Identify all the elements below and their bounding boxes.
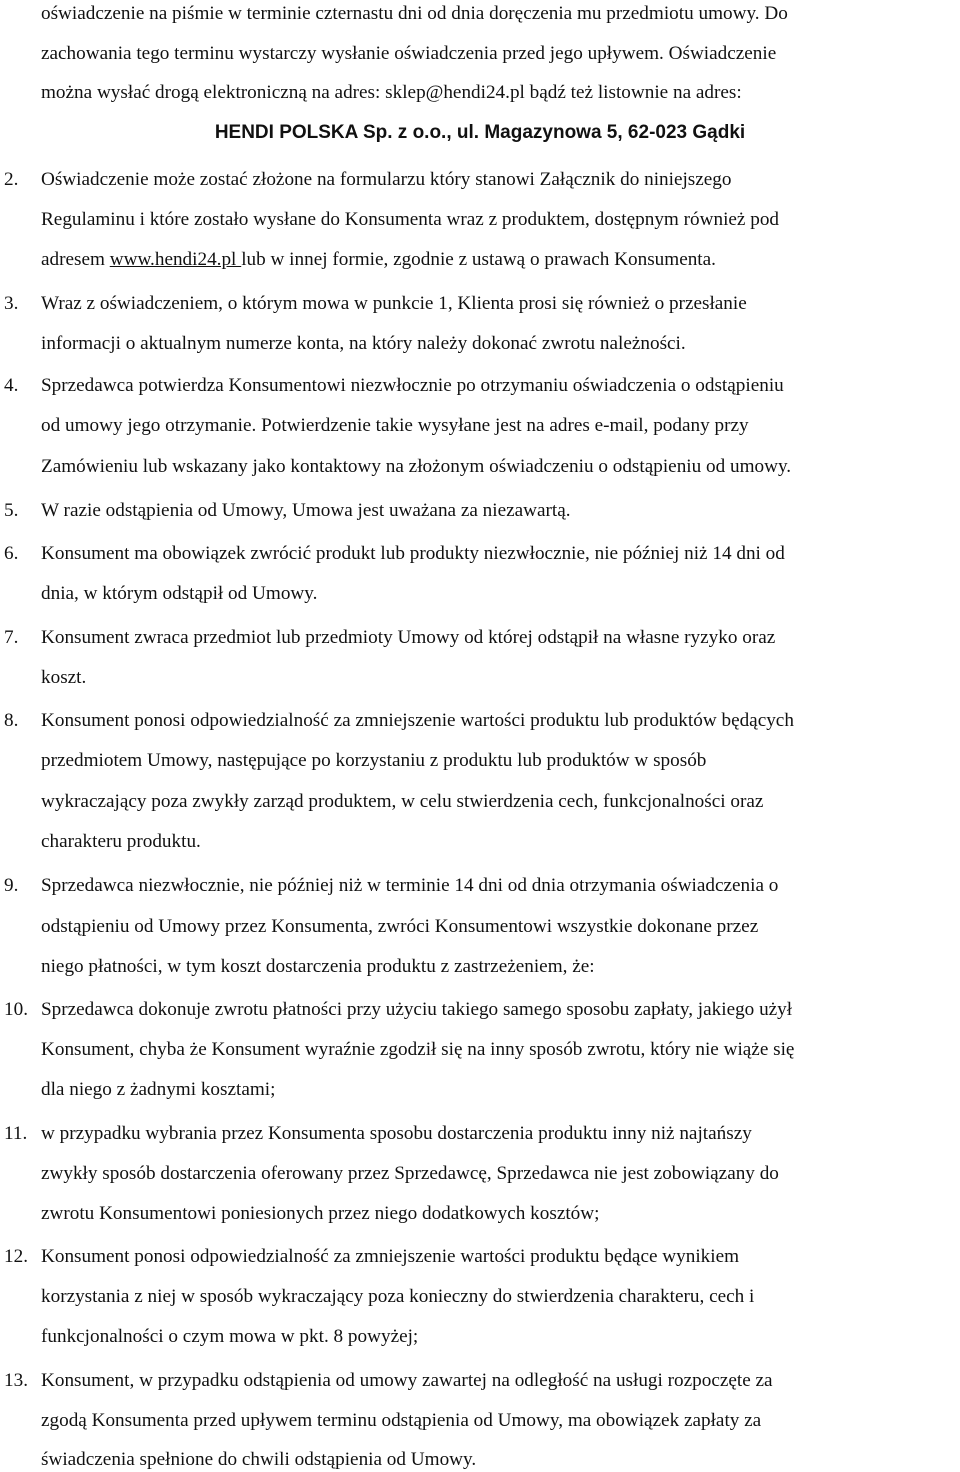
item-line: zgodą Konsumenta przed upływem terminu odstąpienia od Umowy, ma obowiązek zapłaty za xyxy=(41,1410,762,1431)
item-text: lub w innej formie, zgodnie z ustawą o prawach Konsumenta. xyxy=(241,249,716,270)
item-line: Zamówieniu lub wskazany jako kontaktowy na złożonym oświadczeniu o odstąpieniu od umowy. xyxy=(41,456,792,477)
item-line: zwrotu Konsumentowi poniesionych przez niego dodatkowych kosztów; xyxy=(41,1203,600,1224)
item-text: adresem xyxy=(41,249,110,270)
item-number: 3. xyxy=(4,293,19,314)
item-number: 6. xyxy=(4,543,19,564)
item-line: odstąpieniu od Umowy przez Konsumenta, zwróci Konsumentowi wszystkie dokonane przez xyxy=(41,916,759,937)
item-line: Konsument, chyba że Konsument wyraźnie zgodził się na inny sposób zwrotu, który nie wiąże się xyxy=(41,1039,795,1060)
item-line xyxy=(41,248,716,272)
item-number: 9. xyxy=(4,875,19,896)
item-line: dla niego z żadnymi kosztami; xyxy=(41,1079,276,1100)
item-number: 8. xyxy=(4,710,19,731)
item-line: Sprzedawca potwierdza Konsumentowi niezwłocznie po otrzymaniu oświadczenia o odstąpieniu xyxy=(41,375,784,396)
item-line: w przypadku wybrania przez Konsumenta sposobu dostarczenia produktu inny niż najtańszy xyxy=(41,1123,752,1144)
item-line: funkcjonalności o czym mowa w pkt. 8 powyżej; xyxy=(41,1326,419,1347)
item-line: charakteru produktu. xyxy=(41,831,201,852)
item-line: dnia, w którym odstąpił od Umowy. xyxy=(41,583,318,604)
item-line: Konsument ponosi odpowiedzialność za zmniejszenie wartości produktu lub produktów będących xyxy=(41,710,794,731)
website-link[interactable]: www.hendi24.pl xyxy=(109,249,242,270)
item-line: W razie odstąpienia od Umowy, Umowa jest uważana za niezawartą. xyxy=(41,500,571,521)
item-line: wykraczający poza zwykły zarząd produktem, w celu stwierdzenia cech, funkcjonalności oraz xyxy=(41,791,764,812)
item-number: 7. xyxy=(4,627,19,648)
item-line: Konsument ponosi odpowiedzialność za zmniejszenie wartości produktu będące wynikiem xyxy=(41,1246,740,1267)
item-line: Oświadczenie może zostać złożone na formularzu który stanowi Załącznik do niniejszego xyxy=(41,169,732,190)
item-line: świadczenia spełnione do chwili odstąpienia od Umowy. xyxy=(41,1449,477,1470)
item-line: zwykły sposób dostarczenia oferowany przez Sprzedawcę, Sprzedawca nie jest zobowiązany do xyxy=(41,1163,779,1184)
item-number: 4. xyxy=(4,375,19,396)
intro-line: można wysłać drogą elektroniczną na adres: sklep@hendi24.pl bądź też listownie na adres: xyxy=(41,82,742,103)
item-line: niego płatności, w tym koszt dostarczenia produktu z zastrzeżeniem, że: xyxy=(41,956,595,977)
item-line: Sprzedawca dokonuje zwrotu płatności przy użyciu takiego samego sposobu zapłaty, jakiego użył xyxy=(41,999,793,1020)
item-line: Konsument zwraca przedmiot lub przedmioty Umowy od której odstąpił na własne ryzyko oraz xyxy=(41,627,776,648)
item-line: Konsument ma obowiązek zwrócić produkt lub produkty niezwłocznie, nie później niż 14 dni od xyxy=(41,543,785,564)
item-line: Sprzedawca niezwłocznie, nie później niż w terminie 14 dni od dnia otrzymania oświadczenia o xyxy=(41,875,779,896)
item-line: od umowy jego otrzymanie. Potwierdzenie takie wysyłane jest na adres e-mail, podany przy xyxy=(41,415,749,436)
intro-line: zachowania tego terminu wystarczy wysłanie oświadczenia przed jego upływem. Oświadczenie xyxy=(41,43,777,64)
intro-line: oświadczenie na piśmie w terminie czternastu dni od dnia doręczenia mu przedmiotu umowy. Do xyxy=(41,3,788,24)
item-number: 5. xyxy=(4,500,19,521)
item-line: koszt. xyxy=(41,667,87,688)
item-number: 13. xyxy=(4,1370,28,1391)
item-number: 11. xyxy=(4,1123,28,1144)
company-address: HENDI POLSKA Sp. z o.o., ul. Magazynowa 5, 62-023 Gądki xyxy=(214,122,746,143)
item-line: Konsument, w przypadku odstąpienia od umowy zawartej na odległość na usługi rozpoczęte za xyxy=(41,1370,773,1391)
item-number: 2. xyxy=(4,169,19,190)
item-line: Wraz z oświadczeniem, o którym mowa w punkcie 1, Klienta prosi się również o przesłanie xyxy=(41,293,747,314)
item-line: przedmiotem Umowy, następujące po korzystaniu z produktu lub produktów w sposób xyxy=(41,750,707,771)
item-number: 12. xyxy=(4,1246,28,1267)
item-number: 10. xyxy=(4,999,28,1020)
item-line: korzystania z niej w sposób wykraczający poza konieczny do stwierdzenia charakteru, cech i xyxy=(41,1286,755,1307)
item-line: Regulaminu i które zostało wysłane do Konsumenta wraz z produktem, dostępnym również pod xyxy=(41,209,780,230)
item-line: informacji o aktualnym numerze konta, na który należy dokonać zwrotu należności. xyxy=(41,333,686,354)
